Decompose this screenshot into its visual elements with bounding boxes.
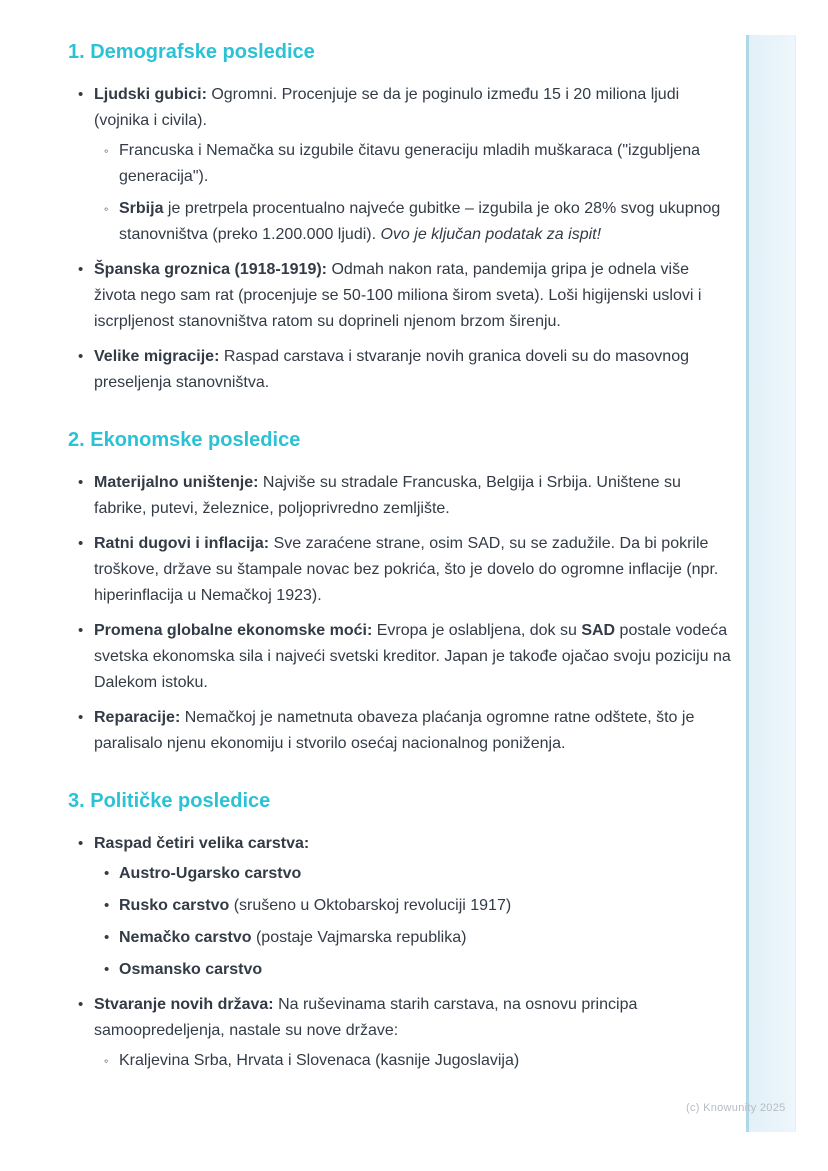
list-item — [68, 992, 734, 1074]
sublist — [94, 861, 734, 983]
list-item — [68, 470, 734, 522]
list-item-text — [119, 961, 262, 978]
bullet-disc-icon: • — [78, 86, 84, 103]
list-item — [94, 138, 734, 190]
text-run: SAD — [581, 622, 616, 639]
bullet-disc-icon: • — [78, 261, 84, 278]
list-item — [94, 957, 734, 983]
list-item-text — [94, 709, 694, 752]
bullet-disc-icon: • — [104, 929, 110, 946]
list-item — [68, 257, 734, 335]
list-item-text — [94, 535, 718, 604]
text-run: Evropa je oslabljena, dok su — [372, 622, 582, 639]
document-body — [68, 4, 734, 1080]
knowunity-watermark: (c) Knowunity 2025 — [686, 1102, 786, 1114]
section-heading: 3. Političke posledice — [68, 790, 271, 812]
list-item-text — [119, 1052, 519, 1069]
list-item — [68, 705, 734, 757]
text-run: Na ruševinama starih carstava, na osnovu principa samoopredeljenja, nastale su nove države: — [94, 996, 638, 1039]
section — [68, 789, 734, 1074]
list-item — [94, 893, 734, 919]
list-item-text — [119, 929, 466, 946]
text-run: Raspad četiri velika carstva: — [94, 835, 310, 852]
bullet-disc-icon: • — [78, 835, 84, 852]
text-run: Kraljevina Srba, Hrvata i Slovenaca (kasnije Jugoslavija) — [119, 1052, 520, 1069]
list-item-text — [119, 200, 720, 243]
bullet-disc-icon: • — [78, 535, 84, 552]
bullet-circle-icon: ◦ — [104, 202, 109, 216]
text-run: Ovo je ključan podatak za ispit! — [380, 226, 602, 243]
list-item-text — [119, 897, 511, 914]
list-item-text — [94, 86, 679, 129]
text-run: Nemačko carstvo — [119, 929, 252, 946]
text-run: postale vodeća svetska ekonomska sila i najveći svetski kreditor. Japan je takođe ojačao svoju poziciju na Dalekom istoku. — [94, 622, 731, 691]
list-item-text — [119, 142, 700, 185]
bullet-disc-icon: • — [78, 709, 84, 726]
list-item — [68, 531, 734, 609]
text-run: Materijalno uništenje: — [94, 474, 259, 491]
text-run: Španska groznica (1918-1919): — [94, 261, 327, 278]
sublist — [94, 138, 734, 248]
list — [68, 82, 734, 396]
bullet-disc-icon: • — [78, 996, 84, 1013]
text-run: Promena globalne ekonomske moći: — [94, 622, 373, 639]
text-run: Osmansko carstvo — [119, 961, 263, 978]
text-run: Raspad carstava i stvaranje novih granica doveli su do masovnog preseljenja stanovništva. — [94, 348, 689, 391]
bullet-disc-icon: • — [104, 865, 110, 882]
text-run: Ratni dugovi i inflacija: — [94, 535, 270, 552]
text-run: Ljudski gubici: — [94, 86, 207, 103]
section — [68, 40, 734, 396]
section-heading: 2. Ekonomske posledice — [68, 429, 301, 451]
text-run: Velike migracije: — [94, 348, 220, 365]
text-run: (srušeno u Oktobarskoj revoluciji 1917) — [229, 897, 512, 914]
bullet-circle-icon: ◦ — [104, 1054, 109, 1068]
list-item — [68, 344, 734, 396]
list-item — [94, 1048, 734, 1074]
list-item-text — [94, 996, 637, 1039]
text-run: Ogromni. Procenjuje se da je poginulo između 15 i 20 miliona ljudi (vojnika i civila). — [94, 86, 680, 129]
text-run: Srbija — [119, 200, 164, 217]
list-item-text — [94, 261, 701, 330]
sublist — [94, 1048, 734, 1074]
list-item-text — [94, 348, 689, 391]
list-item-text — [94, 622, 731, 691]
list-item-text — [94, 835, 309, 852]
bullet-disc-icon: • — [104, 961, 110, 978]
text-run: Stvaranje novih država: — [94, 996, 274, 1013]
list-item — [94, 196, 734, 248]
list-item — [68, 618, 734, 696]
bullet-disc-icon: • — [78, 474, 84, 491]
section-heading: 1. Demografske posledice — [68, 41, 315, 63]
text-run: Odmah nakon rata, pandemija gripa je odnela više života nego sam rat (procenjuje se 50-100 miliona širom sveta). Loši higijenski uslovi i iscrpljenost stanovništva ratom su doprineli njenom brzom širenju. — [94, 261, 702, 330]
page-accent-bar — [746, 35, 796, 1132]
text-run: Sve zaraćene strane, osim SAD, su se zadužile. Da bi pokrile troškove, države su štampale novac bez pokrića, što je dovelo do ogromne inflacije (npr. hiperinflacija u Nemačkoj 1923). — [94, 535, 719, 604]
text-run: Francuska i Nemačka su izgubile čitavu generaciju mladih muškaraca ("izgubljena generacija"). — [119, 142, 701, 185]
section — [68, 428, 734, 757]
list-item-text — [119, 865, 301, 882]
text-run: je pretrpela procentualno najveće gubitke – izgubila je oko 28% svog ukupnog stanovništva (preko 1.200.000 ljudi). — [119, 200, 721, 243]
text-run: Rusko carstvo — [119, 897, 230, 914]
text-run: Reparacije: — [94, 709, 181, 726]
list-item-text — [94, 474, 681, 517]
list-item — [94, 861, 734, 887]
bullet-circle-icon: ◦ — [104, 144, 109, 158]
bullet-disc-icon: • — [104, 897, 110, 914]
list-item — [68, 82, 734, 248]
list — [68, 831, 734, 1074]
text-run: (postaje Vajmarska republika) — [251, 929, 467, 946]
text-run: Najviše su stradale Francuska, Belgija i Srbija. Uništene su fabrike, putevi, železnice, poljoprivredno zemljište. — [94, 474, 681, 517]
list-item — [68, 831, 734, 983]
list-item — [94, 925, 734, 951]
list — [68, 470, 734, 757]
bullet-disc-icon: • — [78, 622, 84, 639]
text-run: Austro-Ugarsko carstvo — [119, 865, 302, 882]
text-run: Nemačkoj je nametnuta obaveza plaćanja ogromne ratne odštete, što je paralisalo njenu ekonomiju i stvorilo osećaj nacionalnog poniženja. — [94, 709, 695, 752]
bullet-disc-icon: • — [78, 348, 84, 365]
